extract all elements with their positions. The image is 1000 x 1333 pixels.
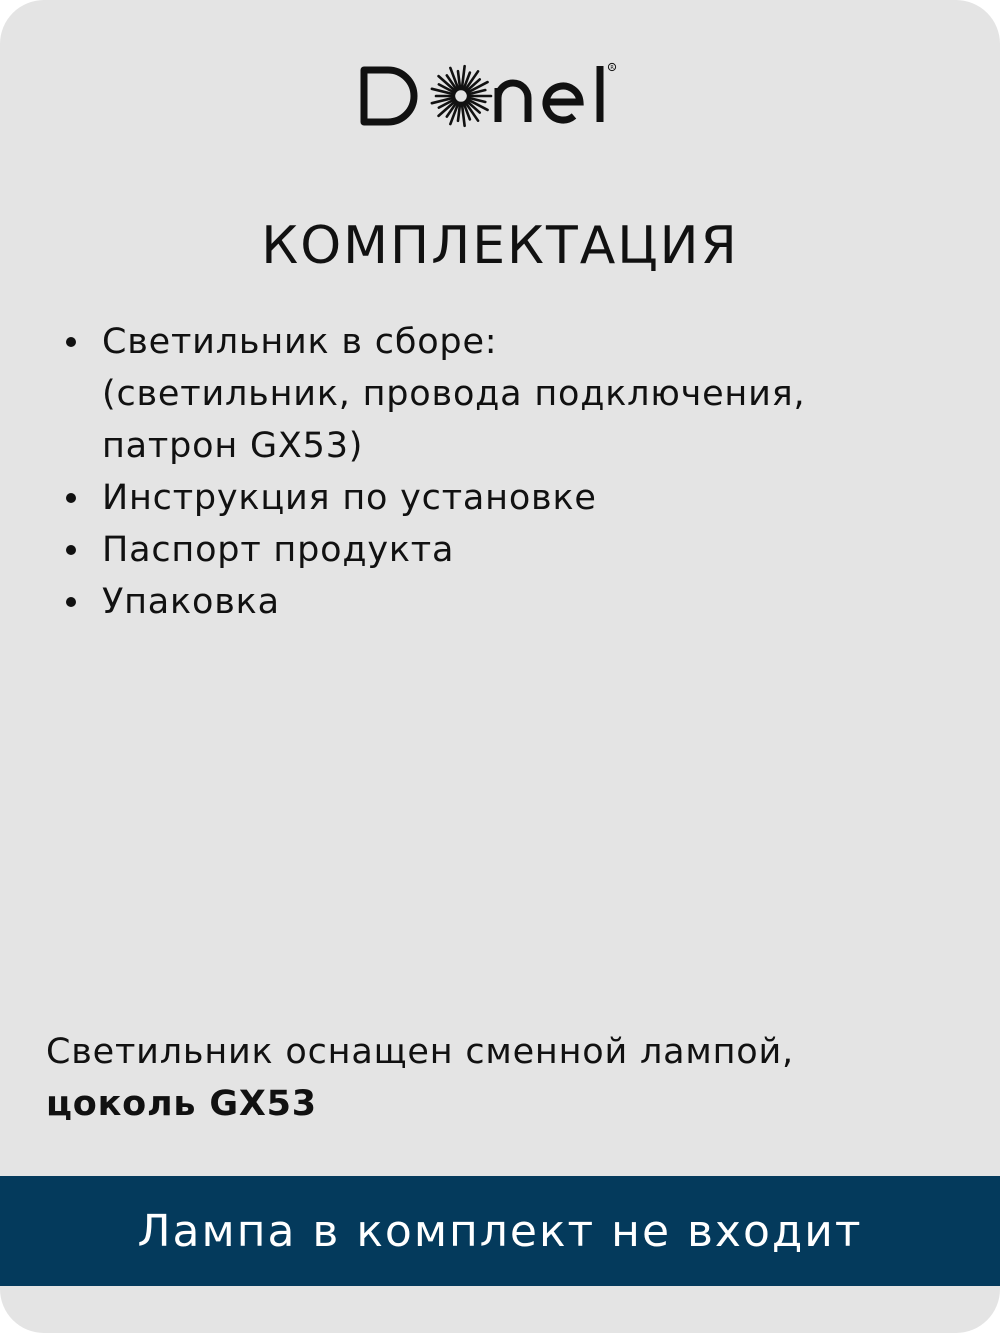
list-item-assembly [62,316,962,472]
lamp-note-socket: цоколь GX53 [46,1084,317,1124]
donel-logo-icon [360,58,650,138]
list-item-passport [62,524,962,576]
list-item-line: Светильник в сборе: [102,322,498,362]
bullet-icon [66,493,76,503]
bullet-icon [66,545,76,555]
lamp-note [46,1026,966,1130]
list-item-line: Паспорт продукта [102,530,455,570]
page-title: КОМПЛЕКТАЦИЯ [261,216,739,276]
contents-list [62,316,962,628]
list-item-instructions [62,472,962,524]
list-item-line: Инструкция по установке [102,478,597,518]
bullet-icon [66,337,76,347]
lamp-note-text: Светильник оснащен сменной лампой, [46,1032,794,1072]
list-item-line: (светильник, провода подключения, [102,374,806,414]
brand-logo [360,58,650,138]
list-item-line: Упаковка [102,582,280,622]
list-item-packaging [62,576,962,628]
banner-text: Лампа в комплект не входит [137,1205,863,1257]
lamp-not-included-banner [0,1176,1000,1286]
bullet-icon [66,597,76,607]
svg-text:R: R [610,65,614,71]
list-item-line: патрон GX53) [102,426,364,466]
